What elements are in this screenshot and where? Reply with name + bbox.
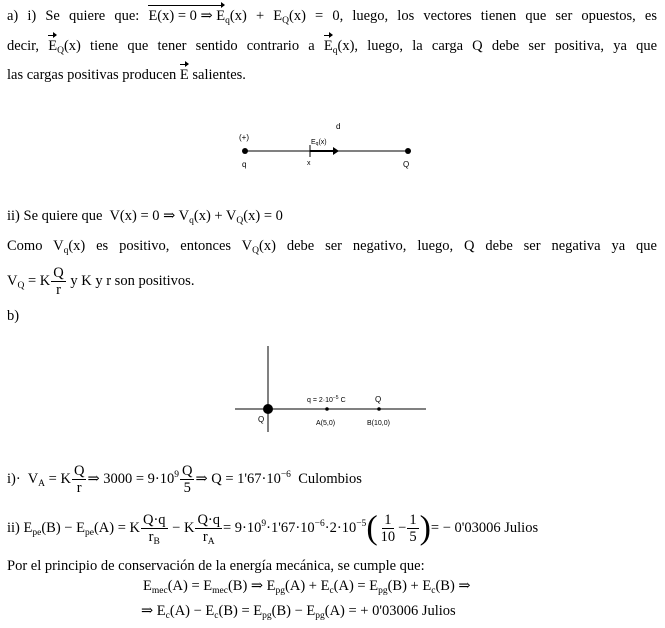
fraction-Qq-over-rB: $\frac{Q\cdot q}{r_B}$ [142,512,166,548]
label-plus: (+) [239,133,249,142]
equation-field-zero: E(x) = 0 ⇒ $E_q(x) + E_Q(x) = 0$, [148,8,344,26]
label-q: q [242,160,247,169]
fraction-Q-over-r: $\frac{Q}{r}$ [53,265,64,299]
label-B: B(10,0) [367,420,390,427]
diagram-potential-axes [230,342,430,437]
part-a-ii-line-1: ii) Se quiere que V(x) = 0 ⇒ $V_q(x) + V_Q(x) = 0$ [7,208,283,226]
diagram-field-line [225,115,425,175]
part-a-i-line-1: a) i) Se quiere que: E(x) = 0 ⇒ $E_q(x) + E_Q(x) = 0$, luego, los vectores tienen que ser opuestos, es [7,8,657,26]
point-B-dot [377,407,381,411]
part-b-ii-equation: ii) $E_{pe}(B) - E_{pe}(A) = K$ $\frac{Q\cdot q}{r_B}$ − K $\frac{Q\cdot q}{r_A}$ = $9\cdot 10^9\cdot 1'67\cdot 10^{-6}\cdot 2\cdot 10^{-5}$( $\frac{1}{10}$ − $\frac{1}{5}$ )= − 0'03006 Julios [7,509,539,548]
label-charge: $q = 2\cdot 10^{-5}$ C [307,395,346,404]
fraction-Qq-over-rA: $\frac{Q\cdot q}{r_A}$ [197,512,220,548]
label-x: x [307,160,311,167]
label-Q: Q [403,160,410,169]
part-a-i-line-3: las cargas positivas producen E salientes. [7,67,246,83]
fraction-Q-over-r: $\frac{Q}{r}$ [73,463,85,497]
conservation-equation-1: $E_{mec}(A) = E_{mec}(B)$ ⇒ $E_{pg}(A) + E_c(A) = E_{pg}(B) + E_c(B)$ ⇒ [143,578,471,596]
field-arrow-head [333,147,339,155]
charge-q-dot [242,148,248,154]
fraction-Q-over-5: $\frac{Q}{5}$ [181,463,193,497]
part-a-ii-line-2: Como $V_q(x)$ es positivo, entonces $V_Q(x)$ debe ser negativo, luego, Q debe ser negativa ya que [7,238,657,256]
label-field: Eq(x) [311,139,327,147]
part-a-ii-line-3: $V_Q = K$ $\frac{Q}{r}$ y K y r son positivos. [7,265,195,299]
part-b-label: b) [7,308,20,324]
conservation-equation-2: ⇒ $E_c(A) - E_c(B) = E_{pg}(B) - E_{pg}(A)$ = + 0'03006 Julios [141,603,456,621]
label-Q-top: Q [375,395,382,404]
label-A: A(5,0) [316,420,336,427]
charge-Q-dot [405,148,411,154]
fraction-1-over-10: $\frac{1}{10}$ [380,512,396,546]
charge-Q-origin [263,404,273,414]
label-d: d [336,122,341,131]
part-a-i-line-2: decir, $E_Q(x)$ tiene que tener sentido contrario a $E_q(x)$, luego, la carga Q debe ser positiva, ya que [7,38,658,56]
fraction-1-over-5: $\frac{1}{5}$ [409,512,417,546]
conservation-intro: Por el principio de conservación de la energía mecánica, se cumple que: [7,558,425,574]
point-A-dot [325,407,329,411]
label-Q-origin: Q [258,415,265,424]
part-b-i-equation: $i)\cdot V_A = K$ $\frac{Q}{r}$ ⇒ $3000 = 9\cdot 10^9$ $\frac{Q}{5}$ ⇒ $Q = 1'67\cdot 10^{-6}$ Culombios [7,463,362,497]
